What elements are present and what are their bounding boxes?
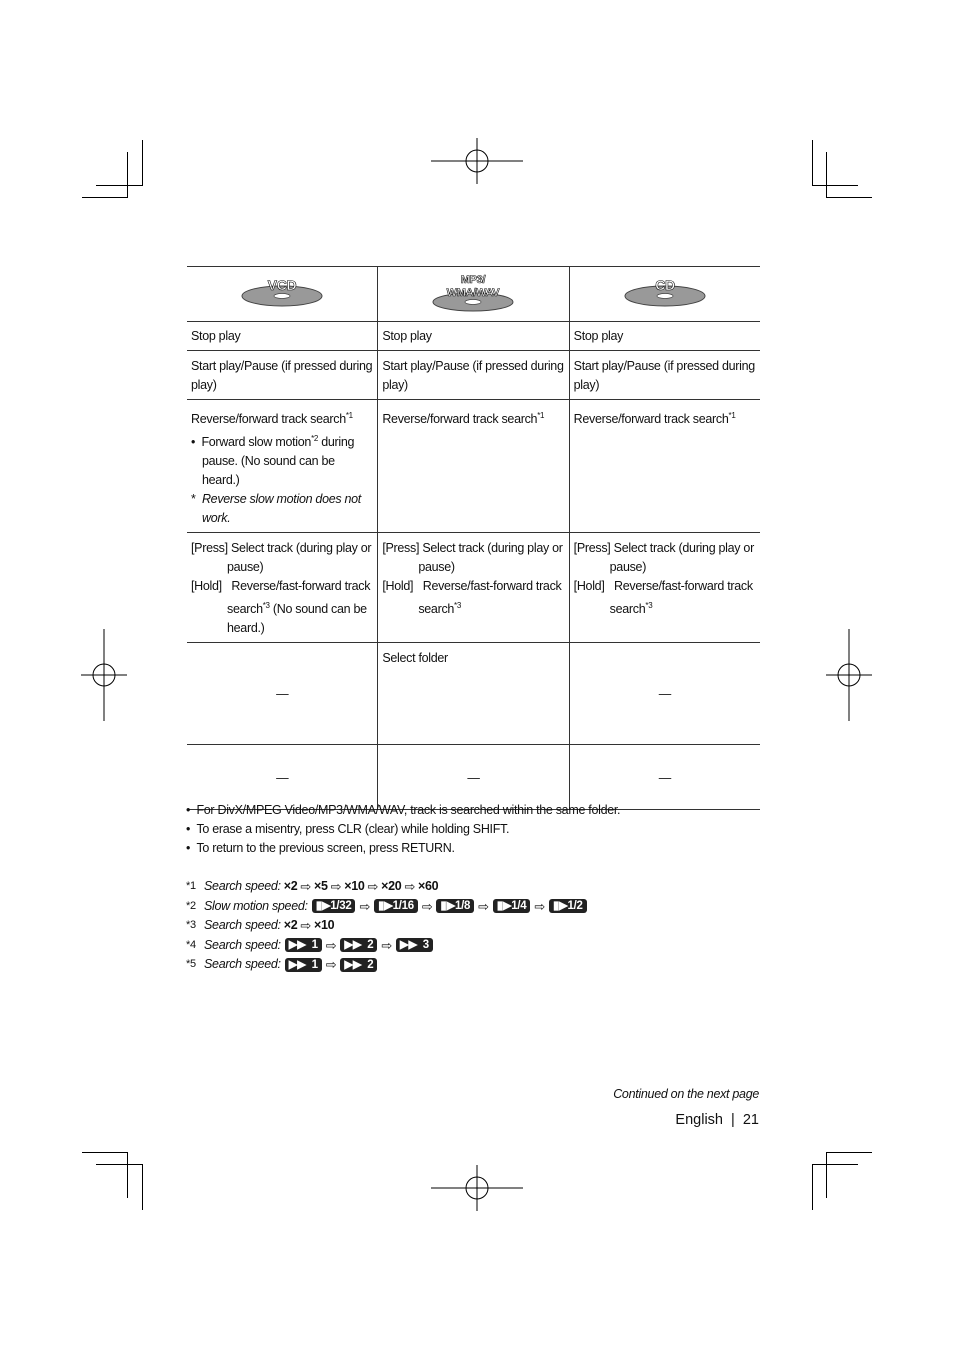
note-item: • For DivX/MPEG Video/MP3/WMA/WAV, track is searched within the same folder. [186, 803, 621, 817]
arrow-icon: ⇨ [404, 879, 416, 894]
mp3-disc-icon [428, 269, 518, 313]
asterisk-mark: * [191, 492, 196, 507]
arrow-icon: ⇨ [421, 898, 433, 914]
slow-play-icon: ▮▶ [552, 900, 568, 913]
cd-start-cell: Start play/Pause (if pressed during play) [569, 351, 760, 400]
arrow-icon: ⇨ [325, 957, 337, 972]
crop-mark [127, 1152, 128, 1198]
crop-mark [127, 152, 128, 198]
arrow-icon: ⇨ [381, 937, 392, 953]
footnote-1: *1 Search speed: ×2 ⇨ ×5 ⇨ ×10 ⇨ ×20 ⇨ ×60 [186, 877, 588, 897]
fast-forward-icon: ▶▶ [288, 939, 312, 952]
cd-search-cell: Reverse/forward track search$^{*1}$ [569, 400, 760, 533]
cd-logo-cell [569, 267, 760, 322]
folder-row [187, 643, 760, 745]
notes-list [186, 801, 620, 858]
footnote-3: *3 Search speed: ×2 ⇨ ×10 [186, 916, 588, 936]
mp3-press-cell: [Press] Select track (during play or pause) [Hold] Reverse/fast-forward track search$^{*3}$ [378, 533, 569, 643]
mp3-folder-cell: Select folder [378, 643, 569, 745]
vcd-folder-cell: — [187, 643, 378, 745]
ff-speed-badge: ▶▶ 1 [285, 958, 322, 972]
mp3-last-cell: — [378, 745, 569, 810]
crop-mark [142, 1164, 143, 1210]
vcd-start-cell: Start play/Pause (if pressed during play) [187, 351, 378, 400]
cd-stop-cell: Stop play [569, 322, 760, 351]
registration-mark-bottom [431, 1165, 523, 1211]
arrow-icon: ⇨ [330, 879, 342, 894]
press-hold-row [187, 533, 760, 643]
footnote-ref-1: *1 [345, 411, 353, 420]
mp3-start-cell: Start play/Pause (if pressed during play) [378, 351, 569, 400]
footnote-4: *4 Search speed: ▶▶ 1 ⇨ ▶▶ 2 ⇨ ▶▶ 3 [186, 936, 588, 956]
ff-speed-badge: ▶▶ 2 [340, 938, 377, 952]
ff-speed-badge: ▶▶ 3 [396, 938, 433, 952]
crop-mark [96, 185, 142, 186]
svg-text:VCD: VCD [267, 277, 297, 293]
slow-play-icon: ▮▶ [378, 900, 393, 913]
search-row [187, 400, 760, 533]
stop-row [187, 322, 760, 351]
crop-mark [82, 197, 128, 198]
header-row [187, 267, 760, 322]
crop-mark [812, 1164, 858, 1165]
ff-speed-badge: ▶▶ 2 [340, 958, 377, 972]
crop-mark [82, 1152, 128, 1153]
slow-speed-badge: ▮▶1/32 [312, 899, 356, 913]
operation-table [187, 266, 760, 810]
arrow-icon: ⇨ [300, 879, 311, 894]
arrow-icon: ⇨ [534, 898, 545, 914]
vcd-stop-cell: Stop play [187, 322, 378, 351]
mp3-stop-cell: Stop play [378, 322, 569, 351]
fast-forward-icon: ▶▶ [344, 958, 368, 971]
crop-mark [826, 197, 872, 198]
crop-mark [812, 1164, 813, 1210]
continued-note: Continued on the next page [613, 1087, 759, 1101]
fast-forward-icon: ▶▶ [288, 958, 312, 971]
registration-mark-left [81, 629, 127, 721]
cd-disc-icon [623, 274, 707, 308]
svg-text:MP3/: MP3/ [461, 274, 486, 286]
footnote-5: *5 Search speed: ▶▶ 1 ⇨ ▶▶ 2 [186, 955, 588, 975]
svg-text:CD: CD [655, 277, 675, 293]
arrow-icon: ⇨ [300, 918, 311, 933]
footnote-2: *2 Slow motion speed: ▮▶1/32 ⇨ ▮▶1/16 ⇨ ▮▶1/8 ⇨ ▮▶1/4 ⇨ ▮▶1/2 [186, 897, 588, 917]
vcd-search-cell [187, 400, 378, 533]
vcd-press-cell: [Press] Select track (during play or pause) [Hold] Reverse/fast-forward track search$^{*3}$ (No sound can be heard.) [187, 533, 378, 643]
fast-forward-icon: ▶▶ [344, 939, 368, 952]
crop-mark [826, 1152, 872, 1153]
slow-play-icon: ▮▶ [440, 900, 455, 913]
footnote-ref-3: *3 [454, 601, 462, 611]
mp3-logo-cell [378, 267, 569, 322]
arrow-icon: ⇨ [478, 898, 489, 914]
page-footer: English | 21 [675, 1112, 759, 1128]
registration-mark-top [431, 138, 523, 184]
footnote-ref-3: *3 [645, 601, 653, 611]
registration-mark-right [826, 629, 872, 721]
mp3-search-cell: Reverse/forward track search$^{*1}$ [378, 400, 569, 533]
reverse-slow-note: * Reverse slow motion does not work. [191, 492, 361, 526]
footnotes [186, 877, 588, 975]
search-text: Reverse/forward track search [191, 412, 346, 427]
svg-text:WMA/WAV: WMA/WAV [447, 287, 500, 299]
cd-press-cell: [Press] Select track (during play or pause) [Hold] Reverse/fast-forward track search$^{*3}$ [569, 533, 760, 643]
cd-folder-cell: — [569, 643, 760, 745]
start-row [187, 351, 760, 400]
cd-last-cell: — [569, 745, 760, 810]
vcd-disc-icon [240, 274, 324, 308]
arrow-icon: ⇨ [367, 879, 379, 894]
crop-mark [826, 152, 827, 198]
crop-mark [812, 140, 813, 186]
vcd-logo-cell [187, 267, 378, 322]
footnote-ref-2: *2 [311, 434, 319, 444]
footnote-ref-1: *1 [728, 411, 736, 420]
slow-play-icon: ▮▶ [315, 900, 331, 913]
slow-speed-badge: ▮▶1/2 [549, 899, 587, 913]
arrow-icon: ⇨ [325, 937, 337, 953]
slow-motion-bullet: • Forward slow motion$^{*2}$ during pause. (No sound can be heard.) [191, 434, 355, 488]
ff-speed-badge: ▶▶ 1 [285, 938, 322, 952]
crop-mark [812, 185, 858, 186]
crop-mark [826, 1152, 827, 1198]
note-item: • To return to the previous screen, press RETURN. [186, 841, 455, 855]
crop-mark [96, 1164, 142, 1165]
slow-play-icon: ▮▶ [496, 900, 512, 913]
footnote-ref-3: *3 [262, 601, 270, 611]
slow-speed-badge: ▮▶1/8 [436, 899, 474, 913]
note-item: • To erase a misentry, press CLR (clear) while holding SHIFT. [186, 822, 510, 836]
fast-forward-icon: ▶▶ [399, 939, 423, 952]
arrow-icon: ⇨ [359, 898, 371, 914]
slow-speed-badge: ▮▶1/4 [493, 899, 531, 913]
crop-mark [142, 140, 143, 186]
footnote-ref-1: *1 [537, 411, 545, 420]
slow-speed-badge: ▮▶1/16 [374, 899, 418, 913]
vcd-last-cell: — [187, 745, 378, 810]
